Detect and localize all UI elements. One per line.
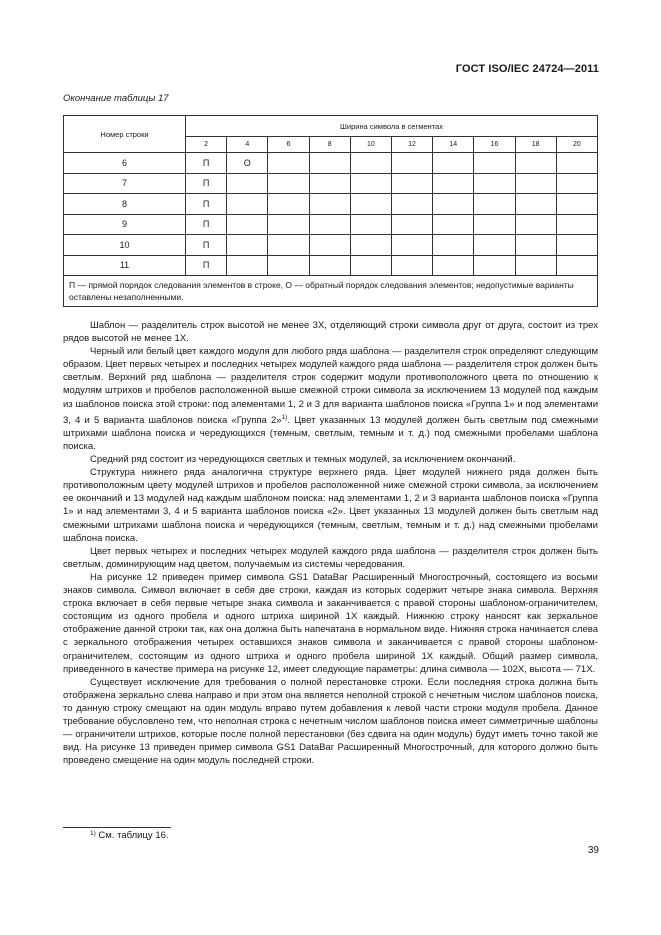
column-header: 2 bbox=[186, 137, 227, 153]
table-cell bbox=[474, 214, 515, 235]
table-cell bbox=[433, 194, 474, 215]
table-cell bbox=[350, 153, 391, 174]
table-cell bbox=[433, 235, 474, 256]
table-cell bbox=[433, 173, 474, 194]
table-note: П — прямой порядок следования элементов в строке, О — обратный порядок следования элементов; недопустимые варианты оставлены незаполненными. bbox=[64, 276, 598, 307]
paragraph-2 bbox=[63, 345, 598, 453]
table-cell bbox=[515, 235, 556, 256]
table-cell bbox=[268, 173, 309, 194]
table-row bbox=[64, 214, 598, 235]
column-header: 10 bbox=[350, 137, 391, 153]
paragraph-5: Цвет первых четырех и последних четырех модулей каждого ряда шаблона — разделителя строк должен быть светлым, доминирующим над цветом, получаемым из системы чередования. bbox=[63, 545, 598, 570]
table-row bbox=[64, 255, 598, 276]
column-header: 14 bbox=[433, 137, 474, 153]
table-cell: П bbox=[186, 153, 227, 174]
table-cell bbox=[309, 194, 350, 215]
table-cell bbox=[391, 235, 432, 256]
paragraph-4: Структура нижнего ряда аналогична структуре верхнего ряда. Цвет модулей нижнего ряда должен быть противоположным цвету модулей штрихов и пробелов расположенной ниже смежной строки символа, за исключением ее окончаний и 13 модулей над каждым шаблоном поиска: над элементами 1, 2 и 3 варианта шаблонов поиска «Группа 1» и над элементами 3, 4 и 5 варианта шаблонов поиска «2». Цвет указанных 13 модулей должен быть светлым над смежными штрихами шаблона поиска и чередующихся (темным, светлым, темным и т. д.) над смежными пробелами шаблона поиска. bbox=[63, 467, 598, 544]
footnote bbox=[90, 830, 169, 841]
table-cell bbox=[350, 173, 391, 194]
table-cell bbox=[474, 255, 515, 276]
paragraph-6: На рисунке 12 приведен пример символа GS1 DataBar Расширенный Многострочный, состоящего из восьми знаков символа. Символ включает в себя две строки, каждая из которых содержит четыре знака символа. Верхняя строка включает в себя первые четыре знака символа и заканчивается с правой стороны шаблоном-ограничителем, состоящим из одного пробела и одного штриха шириной 1Х каждый. Нижнюю строку наносят как зеркальное отображение данной строки так, как она должна быть напечатана в нормальном виде. Нижняя строка начинается слева с зеркального отображения четырех оставшихся знаков символа и заканчивается с правой стороны шаблоном-ограничителем, состоящим из одного штриха и одного пробела шириной 1Х каждый. Общий размер символа, приведенного в качестве примера на рисунке 12, имеет следующие параметры: длина символа — 102Х, высота — 71Х. bbox=[63, 571, 598, 675]
table-cell bbox=[515, 173, 556, 194]
table-row bbox=[64, 194, 598, 215]
table-cell: П bbox=[186, 194, 227, 215]
table-cell: П bbox=[186, 173, 227, 194]
paragraph-7: Существует исключение для требования о полной перестановке строки. Если последняя строка должна быть отображена зеркально слева направо и при этом она является неполной строкой с нечетным числом шаблонов поиска, то данную строку смещают на один модуль вправо путем добавления к левой части строки модуля пробела. Данное требование обусловлено тем, что неполная строка с нечетным числом шаблонов поиска имеет симметричные шаблоны — ограничители штрихов, которые после полной перестановки (без сдвига на один модуль) будут иметь точно такой же вид. На рисунке 13 приведен пример символа GS1 DataBar Расширенный Многострочный, для которого должно быть проведено смещение на один модуль последней строки. bbox=[63, 676, 598, 767]
table-caption: Окончание таблицы 17 bbox=[63, 93, 169, 104]
table-cell bbox=[433, 214, 474, 235]
table-row bbox=[64, 235, 598, 256]
row-number-header: Номер строки bbox=[64, 116, 186, 153]
footnote-text: См. таблицу 16. bbox=[95, 830, 169, 841]
footnote-reference: 1) bbox=[281, 413, 288, 421]
table-cell bbox=[391, 173, 432, 194]
row-number-cell: 9 bbox=[64, 214, 186, 235]
column-header: 8 bbox=[309, 137, 350, 153]
table-cell bbox=[391, 255, 432, 276]
table-cell bbox=[309, 255, 350, 276]
row-number-cell: 11 bbox=[64, 255, 186, 276]
table-cell bbox=[474, 153, 515, 174]
table-cell bbox=[391, 194, 432, 215]
table-cell bbox=[227, 235, 268, 256]
table-cell bbox=[350, 235, 391, 256]
footnote-mark: 1) bbox=[90, 830, 96, 837]
column-header: 12 bbox=[391, 137, 432, 153]
table-cell bbox=[515, 194, 556, 215]
table-cell bbox=[391, 153, 432, 174]
column-header: 18 bbox=[515, 137, 556, 153]
table-cell bbox=[515, 153, 556, 174]
row-number-cell: 6 bbox=[64, 153, 186, 174]
paragraph-2-text: Черный или белый цвет каждого модуля для любого ряда шаблона — разделителя строк определяют следующим образом. Цвет первых четырех и последних четырех модулей каждого ряда шаблона — разделителя строк должен быть светлым. Верхний ряд шаблона — разделителя строк содержит модули противоположного цвета по отношению к модулям штрихов и пробелов расположенной выше смежной строки символа за исключением 13 модулей под каждым из шаблонов поиска этой строки: под элементами 1, 2 и 3 для варианта шаблонов поиска «Группа 1» и под элементами 3, 4 и 5 варианта шаблонов поиска «Группа 2» bbox=[63, 346, 598, 426]
table-cell bbox=[268, 194, 309, 215]
width-group-header: Ширина символа в сегментах bbox=[186, 116, 598, 137]
table-cell bbox=[515, 255, 556, 276]
table-cell bbox=[474, 173, 515, 194]
table-cell bbox=[556, 214, 597, 235]
table-cell bbox=[268, 255, 309, 276]
table-cell bbox=[268, 214, 309, 235]
row-number-cell: 10 bbox=[64, 235, 186, 256]
standard-designation: ГОСТ ISO/IEC 24724—2011 bbox=[455, 63, 599, 75]
paragraph-1: Шаблон — разделитель строк высотой не менее 3Х, отделяющий строки символа друг от друга, состоит из трех рядов высотой не менее 1Х. bbox=[63, 320, 598, 345]
table-cell bbox=[268, 235, 309, 256]
table-cell bbox=[227, 214, 268, 235]
table-cell: П bbox=[186, 255, 227, 276]
page-number: 39 bbox=[587, 845, 599, 856]
table-cell bbox=[268, 153, 309, 174]
table-cell: П bbox=[186, 214, 227, 235]
table-cell bbox=[556, 153, 597, 174]
table-cell bbox=[474, 194, 515, 215]
table-body bbox=[64, 153, 598, 276]
table-cell bbox=[309, 235, 350, 256]
table-cell bbox=[350, 214, 391, 235]
table-cell: О bbox=[227, 153, 268, 174]
table-cell bbox=[474, 235, 515, 256]
footnote-divider bbox=[63, 827, 171, 828]
column-header: 20 bbox=[556, 137, 597, 153]
table-cell bbox=[350, 194, 391, 215]
column-header: 6 bbox=[268, 137, 309, 153]
table-row bbox=[64, 173, 598, 194]
row-number-cell: 7 bbox=[64, 173, 186, 194]
table-cell bbox=[309, 214, 350, 235]
table-cell: П bbox=[186, 235, 227, 256]
table-cell bbox=[515, 214, 556, 235]
symbol-width-table bbox=[63, 115, 598, 307]
table-cell bbox=[556, 255, 597, 276]
table-cell bbox=[556, 194, 597, 215]
table-cell bbox=[227, 173, 268, 194]
column-header: 16 bbox=[474, 137, 515, 153]
column-header: 4 bbox=[227, 137, 268, 153]
table-cell bbox=[391, 214, 432, 235]
paragraph-2-tail: . Цвет указанных 13 модулей должен быть светлым под смежными штрихами шаблона поиска и чередующихся (темным, светлым, темным и т. д.) под смежными пробелами шаблона поиска. bbox=[63, 414, 598, 452]
table-cell bbox=[556, 173, 597, 194]
table-row bbox=[64, 153, 598, 174]
table-cell bbox=[556, 235, 597, 256]
row-number-cell: 8 bbox=[64, 194, 186, 215]
body-text bbox=[63, 319, 598, 767]
table-cell bbox=[350, 255, 391, 276]
table-cell bbox=[227, 255, 268, 276]
table-cell bbox=[309, 153, 350, 174]
table-cell bbox=[227, 194, 268, 215]
paragraph-3: Средний ряд состоит из чередующихся светлых и темных модулей, за исключением окончаний. bbox=[90, 454, 516, 466]
table-cell bbox=[309, 173, 350, 194]
table-cell bbox=[433, 153, 474, 174]
table-cell bbox=[433, 255, 474, 276]
